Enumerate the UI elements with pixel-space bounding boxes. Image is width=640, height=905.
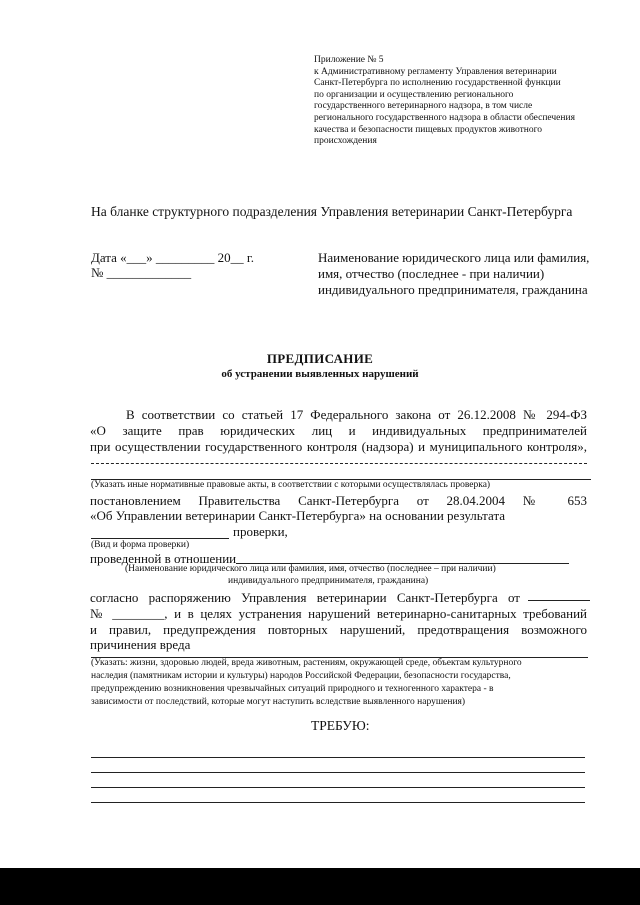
para-line: причинения вреда [90, 637, 191, 652]
letterhead-note: На бланке структурного подразделения Управления ветеринарии Санкт-Петербурга [91, 204, 573, 219]
para-line: проверки, [233, 524, 288, 539]
annex-line: качества и безопасности пищевых продуктов животного [314, 124, 543, 135]
para-line: при осуществлении государственного контроля (надзора) и муниципального контроля», [90, 439, 587, 454]
fill-line [91, 802, 585, 803]
para-line: «О защите прав юридических лиц и индивидуальных предпринимателей [90, 423, 587, 438]
annex-line: Санкт-Петербурга по исполнению государственной функции [314, 78, 561, 89]
conducted-label: проведенной в отношении [90, 551, 237, 566]
recipient-line: индивидуального предпринимателя, гражданина [318, 282, 588, 297]
hint-harm: (Указать: жизни, здоровью людей, вреда животным, растениям, окружающей среде, объектам культурного [91, 658, 522, 668]
annex-header [314, 55, 614, 148]
annex-line: государственного ветеринарного надзора, в том числе [314, 101, 533, 112]
para-line: постановлением Правительства Санкт-Петербурга от 28.04.2004 № 653 [90, 493, 587, 508]
fill-line [91, 772, 585, 773]
hint-harm: наследия (памятникам истории и культуры) народов Российской Федерации, безопасности государства, [91, 671, 511, 681]
document-title: ПРЕДПИСАНИЕ [266, 351, 374, 366]
para-line: и правил, предупреждения повторных нарушений, предотвращения возможного [90, 622, 587, 637]
hint-name: индивидуального предпринимателя, гражданина) [228, 576, 429, 586]
annex-line: к Административному регламенту Управления ветеринарии [314, 66, 557, 77]
number-field: № _____________ [91, 265, 192, 280]
hint-harm: предупреждению возникновения чрезвычайных ситуаций природного и техногенного характера - в [91, 684, 494, 694]
hint-kind: (Вид и форма проверки) [91, 540, 190, 550]
hint-acts: (Указать иные нормативные правовые акты, в соответствии с которыми осуществлялась проверка) [91, 480, 491, 490]
para-line: согласно распоряжению Управления ветеринарии Санкт-Петербурга от [90, 590, 520, 605]
hint-name: (Наименование юридического лица или фамилия, имя, отчество (последнее – при наличии) [125, 564, 496, 574]
scan-bottom-edge [0, 868, 640, 905]
fill-line [91, 463, 587, 464]
annex-line: Приложение № 5 [314, 55, 384, 65]
recipient-line: имя, отчество (последнее - при наличии) [318, 266, 545, 281]
fill-line [91, 538, 229, 539]
fill-line [528, 600, 590, 601]
fill-line [91, 787, 585, 788]
para-line: В соответствии со статьей 17 Федерального закона от 26.12.2008 № 294-ФЗ [126, 407, 587, 422]
annex-line: регионального государственного надзора в области обеспечения [314, 112, 575, 123]
document-subtitle: об устранении выявленных нарушений [221, 368, 419, 380]
annex-line: происхождения [314, 136, 377, 147]
fill-line [91, 757, 585, 758]
para-line: «Об Управлении ветеринарии Санкт-Петербурга» на основании результата [90, 508, 506, 523]
recipient-line: Наименование юридического лица или фамилия, [318, 250, 590, 265]
date-field: Дата «___» _________ 20__ г. [91, 250, 255, 265]
demand-heading: ТРЕБУЮ: [311, 718, 370, 733]
para-line: № ________, и в целях устранения нарушений ветеринарно-санитарных требований [90, 606, 587, 621]
annex-line: по организации и осуществлению регионального [314, 89, 514, 100]
hint-harm: зависимости от последствий, которые могут наступить вследствие выявленного нарушения) [91, 697, 466, 707]
